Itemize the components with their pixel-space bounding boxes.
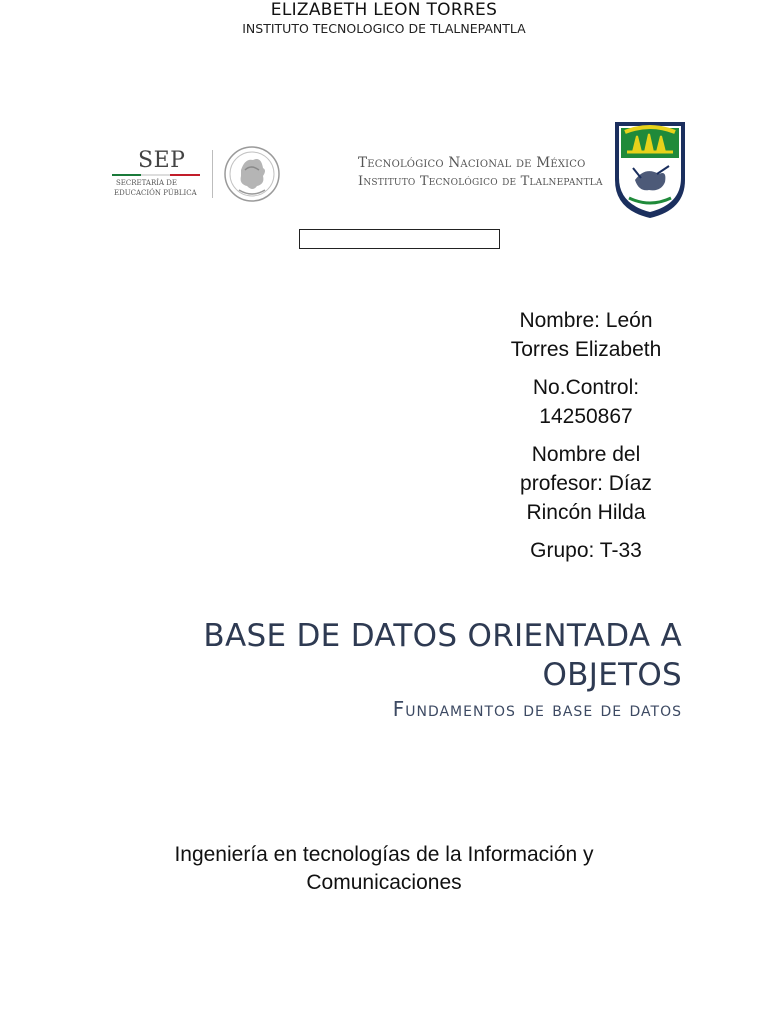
document-subtitle: Fundamentos de base de datos bbox=[392, 697, 682, 721]
student-control-number: No.Control: 14250867 bbox=[532, 376, 640, 428]
career-line-2: Comunicaciones bbox=[306, 871, 462, 894]
sep-wordmark bbox=[110, 140, 210, 210]
sep-logo bbox=[110, 140, 285, 210]
tecnm-line-1: Tecnológico Nacional de México bbox=[358, 155, 586, 171]
teacher-name: Nombre del profesor: Díaz Rincón Hilda bbox=[520, 443, 652, 524]
student-info bbox=[506, 306, 666, 574]
empty-text-box bbox=[299, 229, 500, 249]
student-name: Nombre: León Torres Elizabeth bbox=[510, 309, 662, 361]
sep-tricolor-line bbox=[112, 174, 200, 176]
document-title: BASE DE DATOS ORIENTADA A OBJETOS bbox=[203, 618, 682, 693]
career-name bbox=[0, 841, 768, 897]
header-author-name: ELIZABETH LEON TORRES bbox=[270, 0, 498, 20]
logo-divider bbox=[212, 150, 213, 198]
school-crest-icon bbox=[611, 118, 689, 220]
sep-subtitle-1: SECRETARÍA DE bbox=[116, 179, 178, 187]
career-line-1: Ingeniería en tecnologías de la Información y bbox=[174, 843, 594, 866]
tecnm-logo-text bbox=[358, 155, 603, 189]
sep-subtitle-2: EDUCACIÓN PÚBLICA bbox=[114, 189, 197, 197]
sep-title: SEP bbox=[138, 148, 186, 173]
student-group: Grupo: T-33 bbox=[530, 539, 642, 562]
header-institution: INSTITUTO TECNOLOGICO DE TLALNEPANTLA bbox=[242, 21, 526, 36]
mexico-seal-icon bbox=[223, 140, 281, 208]
tecnm-line-2: Instituto Tecnológico de Tlalnepantla bbox=[358, 174, 603, 189]
